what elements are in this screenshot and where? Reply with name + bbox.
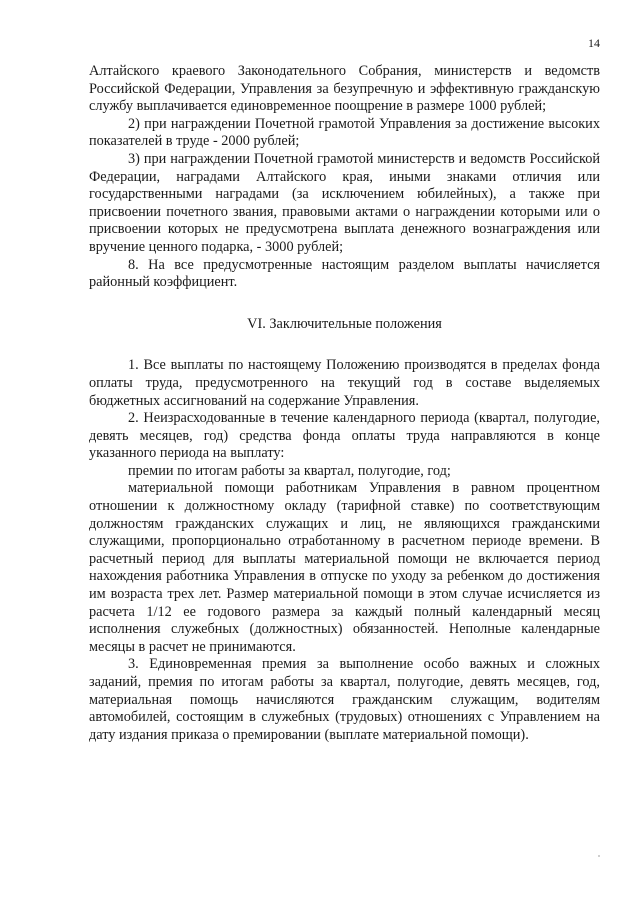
- paragraph-item-8: 8. На все предусмотренные настоящим разделом выплаты начисляется районный коэффициент.: [89, 256, 600, 291]
- paragraph-final-3: 3. Единовременная премия за выполнение особо важных и сложных заданий, премия по итогам работы за квартал, полугодие, девять месяцев, год, материальная помощь начисляются гражданским служащим, водителям автомобилей, состоящим в служебных (трудовых) отношениях с Управлением на дату издания приказа о премировании (выплате материальной помощи).: [89, 656, 600, 743]
- paragraph-final-2: 2. Неизрасходованные в течение календарного периода (квартал, полугодие, девять месяцев, год) средства фонда оплаты труда направляются в конце указанного периода на выплату:: [89, 410, 600, 462]
- page-number: 14: [588, 36, 600, 50]
- section-heading: VI. Заключительные положения: [247, 315, 442, 332]
- paragraph-award-3: 3) при награждении Почетной грамотой министерств и ведомств Российской Федерации, наградами Алтайского края, иными знаками отличия или государственными наградами (за исключением юбилейных), а также при присвоении почетного звания, правовыми актами о награждении которыми или о присвоении которых не предусмотрена выплата денежного вознаграждения или вручение ценного подарка, - 3000 рублей;: [89, 150, 600, 255]
- paragraph-continuation: Алтайского краевого Законодательного Собрания, министерств и ведомств Российской Федерации, Управления за безупречную и эффективную гражданскую службу выплачивается единовременное поощрение в размере 1000 рублей;: [89, 63, 600, 115]
- paragraph-award-2: 2) при награждении Почетной грамотой Управления за достижение высоких показателей в труде - 2000 рублей;: [89, 115, 600, 150]
- scan-speck: [598, 855, 600, 857]
- document-body: [89, 63, 600, 744]
- paragraph-final-1: 1. Все выплаты по настоящему Положению производятся в пределах фонда оплаты труда, предусмотренного на текущий год в составе выделяемых бюджетных ассигнований на содержание Управления.: [89, 357, 600, 409]
- paragraph-material-aid: материальной помощи работникам Управления в равном процентном отношении к должностному окладу (тарифной ставке) по соответствующим должностям гражданских служащих и лиц, не являющихся гражданскими служащими, пропорционально отработанному в расчетном периоде времени. В расчетный период для выплаты материальной помощи не включается период нахождения работника Управления в отпуске по уходу за ребенком до достижения им возраста трех лет. Размер материальной помощи в этом случае исчисляется из расчета 1/12 ее годового размера за каждый полный календарный месяц исполнения служебных (должностных) обязанностей. Неполные календарные месяцы в расчет не принимаются.: [89, 480, 600, 655]
- paragraph-bonus: премии по итогам работы за квартал, полугодие, год;: [128, 462, 451, 479]
